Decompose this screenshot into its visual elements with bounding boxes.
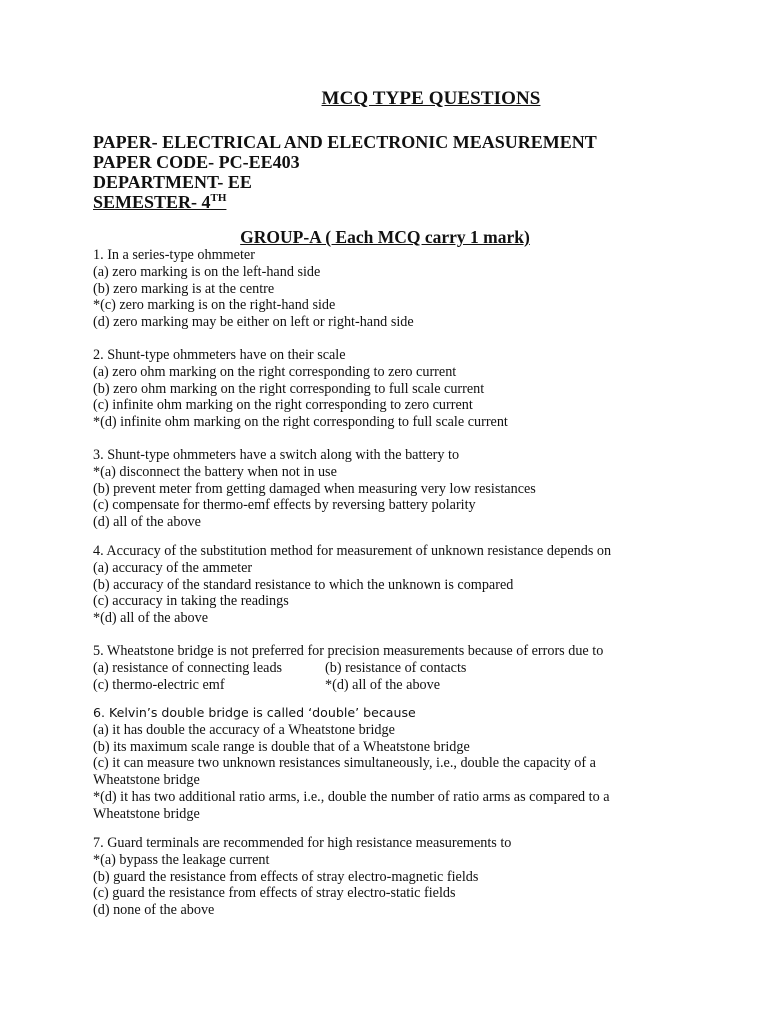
option: (b) zero ohm marking on the right corresponding to full scale current bbox=[93, 380, 485, 397]
question-5 bbox=[93, 643, 603, 693]
option: (c) guard the resistance from effects of stray electro-static fields bbox=[93, 885, 456, 902]
semester bbox=[93, 192, 597, 212]
question-1 bbox=[93, 247, 414, 331]
option: (c) it can measure two unknown resistances simultaneously, i.e., double the capacity of a bbox=[93, 755, 596, 772]
option: *(d) all of the above bbox=[93, 610, 209, 627]
option: (a) resistance of connecting leads bbox=[93, 659, 283, 676]
option: *(d) it has two additional ratio arms, i.e., double the number of ratio arms as compared to a bbox=[93, 788, 610, 805]
question-stem: 4. Accuracy of the substitution method for measurement of unknown resistance depends on bbox=[93, 543, 612, 559]
paper-metadata bbox=[93, 132, 597, 212]
option: (b) prevent meter from getting damaged when measuring very low resistances bbox=[93, 480, 536, 497]
question-stem: 3. Shunt-type ohmmeters have a switch along with the battery to bbox=[93, 447, 460, 463]
option: *(a) disconnect the battery when not in use bbox=[93, 463, 337, 480]
option: (a) it has double the accuracy of a Wheatstone bridge bbox=[93, 721, 395, 738]
option: (b) zero marking is at the centre bbox=[93, 280, 275, 297]
question-2 bbox=[93, 347, 508, 431]
question-stem: 5. Wheatstone bridge is not preferred for precision measurements because of errors due to bbox=[93, 643, 604, 659]
paper-code: PAPER CODE- PC-EE403 bbox=[93, 152, 300, 172]
question-4 bbox=[93, 543, 611, 627]
option: (a) zero marking is on the left-hand side bbox=[93, 263, 321, 280]
option: *(d) all of the above bbox=[325, 676, 441, 693]
option-row bbox=[93, 660, 603, 677]
question-stem: 2. Shunt-type ohmmeters have on their scale bbox=[93, 347, 346, 363]
paper-name: PAPER- ELECTRICAL AND ELECTRONIC MEASUREMENT bbox=[93, 132, 597, 152]
group-heading: GROUP-A ( Each MCQ carry 1 mark) bbox=[240, 227, 530, 247]
option: (c) thermo-electric emf bbox=[93, 676, 225, 693]
question-6 bbox=[93, 705, 610, 823]
option: (b) its maximum scale range is double that of a Wheatstone bridge bbox=[93, 738, 470, 755]
option: *(d) infinite ohm marking on the right corresponding to full scale current bbox=[93, 414, 508, 431]
option: (c) compensate for thermo-emf effects by reversing battery polarity bbox=[93, 497, 476, 514]
question-stem: 1. In a series-type ohmmeter bbox=[93, 247, 255, 263]
option-continuation: Wheatstone bridge bbox=[93, 805, 200, 822]
option: (d) zero marking may be either on left or right-hand side bbox=[93, 314, 414, 331]
semester-suffix: TH bbox=[210, 192, 227, 204]
option: (a) accuracy of the ammeter bbox=[93, 559, 253, 576]
option: (c) infinite ohm marking on the right corresponding to zero current bbox=[93, 397, 473, 414]
question-3 bbox=[93, 447, 536, 531]
option: (c) accuracy in taking the readings bbox=[93, 593, 289, 610]
option: *(a) bypass the leakage current bbox=[93, 851, 270, 868]
option-row bbox=[93, 677, 603, 694]
semester-label: SEMESTER- 4 bbox=[93, 192, 211, 212]
option: (b) resistance of contacts bbox=[325, 659, 467, 676]
question-stem: 6. Kelvin’s double bridge is called ‘double’ because bbox=[93, 705, 416, 720]
option: (d) all of the above bbox=[93, 514, 201, 531]
option: (d) none of the above bbox=[93, 902, 215, 919]
option-continuation: Wheatstone bridge bbox=[93, 772, 200, 789]
option: (b) guard the resistance from effects of stray electro-magnetic fields bbox=[93, 868, 479, 885]
question-7 bbox=[93, 835, 511, 919]
option: (b) accuracy of the standard resistance to which the unknown is compared bbox=[93, 576, 514, 593]
document-title: MCQ TYPE QUESTIONS bbox=[321, 88, 541, 109]
option: (a) zero ohm marking on the right corresponding to zero current bbox=[93, 363, 457, 380]
option: *(c) zero marking is on the right-hand side bbox=[93, 297, 336, 314]
department: DEPARTMENT- EE bbox=[93, 172, 252, 192]
question-stem: 7. Guard terminals are recommended for high resistance measurements to bbox=[93, 835, 512, 851]
